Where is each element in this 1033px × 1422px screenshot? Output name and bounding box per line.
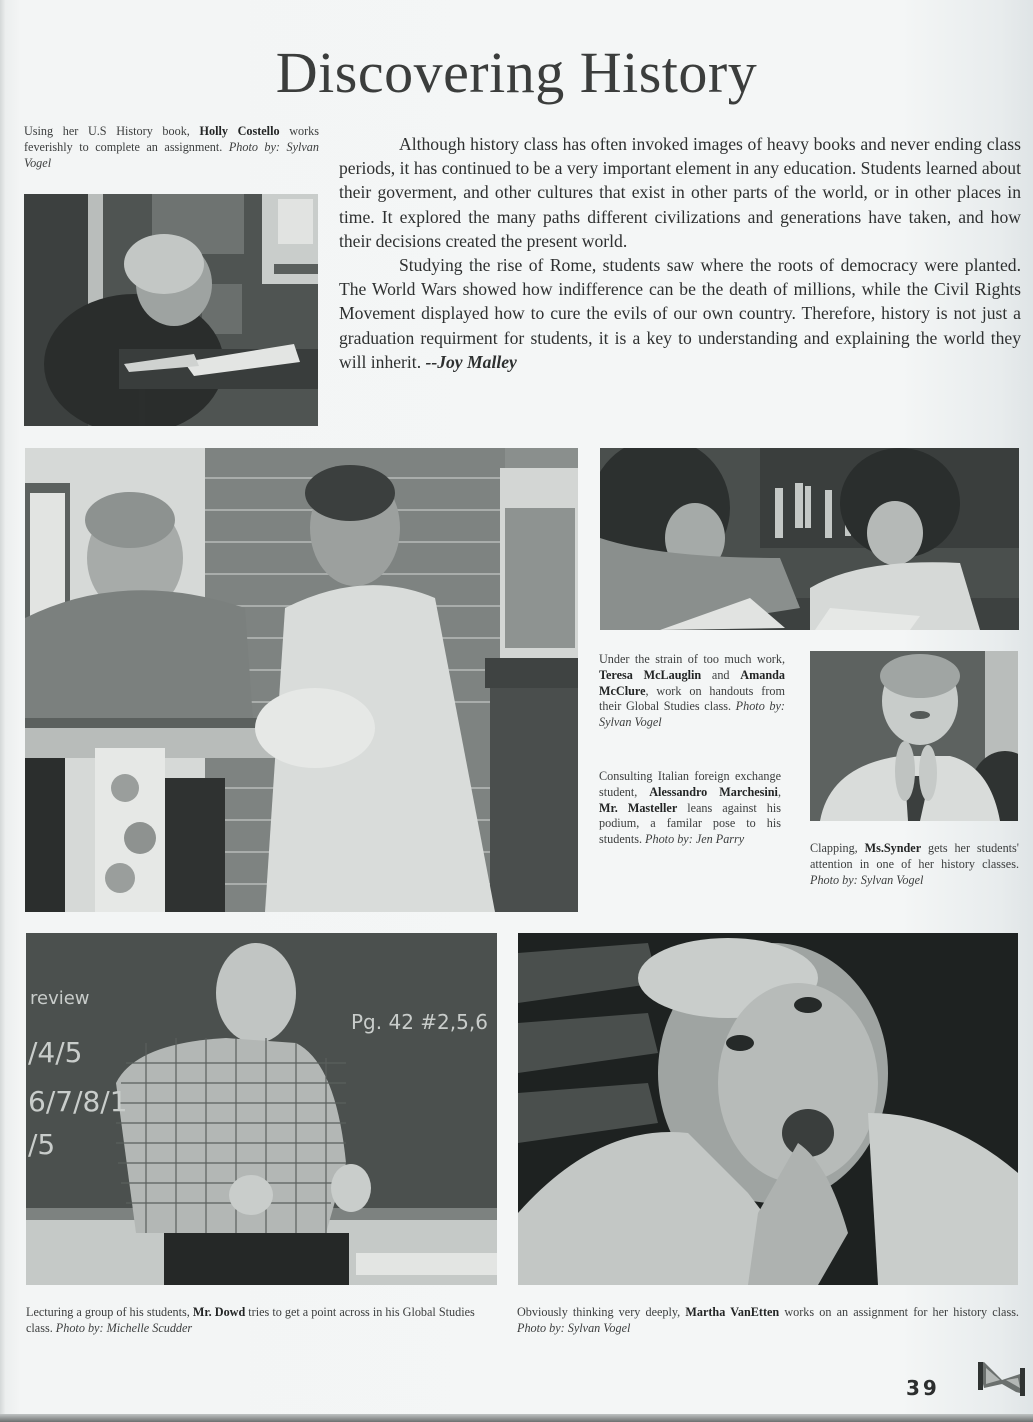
caption-holly-costello — [24, 124, 319, 171]
caption-text: Lecturing a group of his students, — [26, 1305, 193, 1319]
chalkboard-text — [26, 933, 497, 1285]
caption-subject-name: Alessandro Marchesini — [649, 784, 778, 799]
photo-mr-dowd — [26, 933, 497, 1285]
chalkboard-assignment: Pg. 42 #2,5,6 — [351, 1010, 488, 1034]
photo-mr-masteller — [25, 448, 578, 912]
chalkboard-line: /5 — [28, 1128, 56, 1161]
caption-text: Obviously thinking very deeply, — [517, 1305, 686, 1319]
article-paragraph-text: Studying the rise of Rome, students saw where the roots of democracy were planted. The World Wars showed how indifference can be the death of millions, while the Civil Rights Movement displayed how to cure the evils of our own country. Therefore, history is not just a graduation requirment for students, it is a key to understanding and explaining the world they will inherit. — [339, 255, 1021, 372]
caption-teresa-amanda — [599, 652, 785, 731]
caption-subject-name: Mr. Masteller — [599, 800, 678, 815]
caption-subject-name: Martha VanEtten — [685, 1305, 780, 1319]
hourglass-icon — [976, 1360, 1028, 1396]
caption-text: , — [777, 784, 781, 799]
caption-subject-name: Teresa McLauglin — [599, 667, 702, 682]
article-body — [339, 132, 1021, 374]
photo-teresa-amanda — [600, 448, 1019, 630]
caption-text: tries to get a point across in his Global Studies class. — [26, 1305, 475, 1335]
photo-ms-synder — [810, 651, 1018, 821]
caption-text: leans against his podium, a familar pose to his students. — [599, 800, 781, 847]
photo-credit: Photo by: Sylvan Vogel — [599, 699, 785, 730]
photo-martha-vanetten — [518, 933, 1018, 1285]
photo-credit: Photo by: Sylvan Vogel — [517, 1320, 631, 1335]
caption-subject-name: Ms.Synder — [864, 841, 922, 855]
caption-martha-vanetten — [517, 1305, 1019, 1337]
page-title: Discovering History — [275, 40, 758, 105]
caption-ms-synder — [810, 841, 1019, 888]
page-binding-edge — [0, 0, 6, 1422]
photo-holly-costello — [24, 194, 318, 426]
caption-text: Clapping, — [810, 841, 865, 855]
caption-text: Consulting Italian foreign exchange student, — [599, 769, 781, 799]
caption-subject-name: Mr. Dowd — [192, 1305, 246, 1319]
caption-text: gets her students' attention in one of her history classes. — [810, 841, 1019, 871]
caption-mr-masteller — [599, 769, 781, 848]
chalkboard-line: /4/5 — [28, 1036, 83, 1069]
caption-text: works feverishly to complete an assignment. — [24, 124, 319, 154]
photo-credit: Photo by: Sylvan Vogel — [810, 872, 924, 887]
article-paragraph: Although history class has often invoked images of heavy books and never ending class periods, it has continued to be a very important element in any education. Students learned about their goverment, and other cultures that exist in other parts of the world, or in other places in time. It explored the many paths different civilizations and generations have taken, and how their decisions created the present world. — [339, 134, 1021, 251]
photo-credit: Photo by: Sylvan Vogel — [24, 139, 319, 170]
caption-text: Under the strain of too much work, — [599, 652, 785, 666]
article-paragraph — [339, 253, 1021, 374]
photo-credit: Photo by: Michelle Scudder — [55, 1320, 193, 1335]
chalkboard-line: 6/7/8/1 — [28, 1085, 128, 1118]
caption-mr-dowd — [26, 1305, 502, 1337]
caption-text: , work on handouts from their Global Studies class. — [599, 683, 785, 714]
caption-text: works on an assignment for her history class. — [779, 1305, 1019, 1319]
page-number: 39 — [906, 1376, 940, 1400]
caption-subject-name: Amanda McClure — [599, 667, 785, 698]
article-author: --Joy Malley — [425, 351, 517, 372]
chalkboard-line: review — [30, 988, 90, 1009]
photo-credit: Photo by: Jen Parry — [645, 832, 745, 847]
caption-text: and — [701, 667, 741, 682]
caption-text: Using her U.S History book, — [24, 124, 200, 138]
caption-subject-name: Holly Costello — [199, 124, 280, 138]
page-bottom-edge — [0, 1414, 1033, 1422]
